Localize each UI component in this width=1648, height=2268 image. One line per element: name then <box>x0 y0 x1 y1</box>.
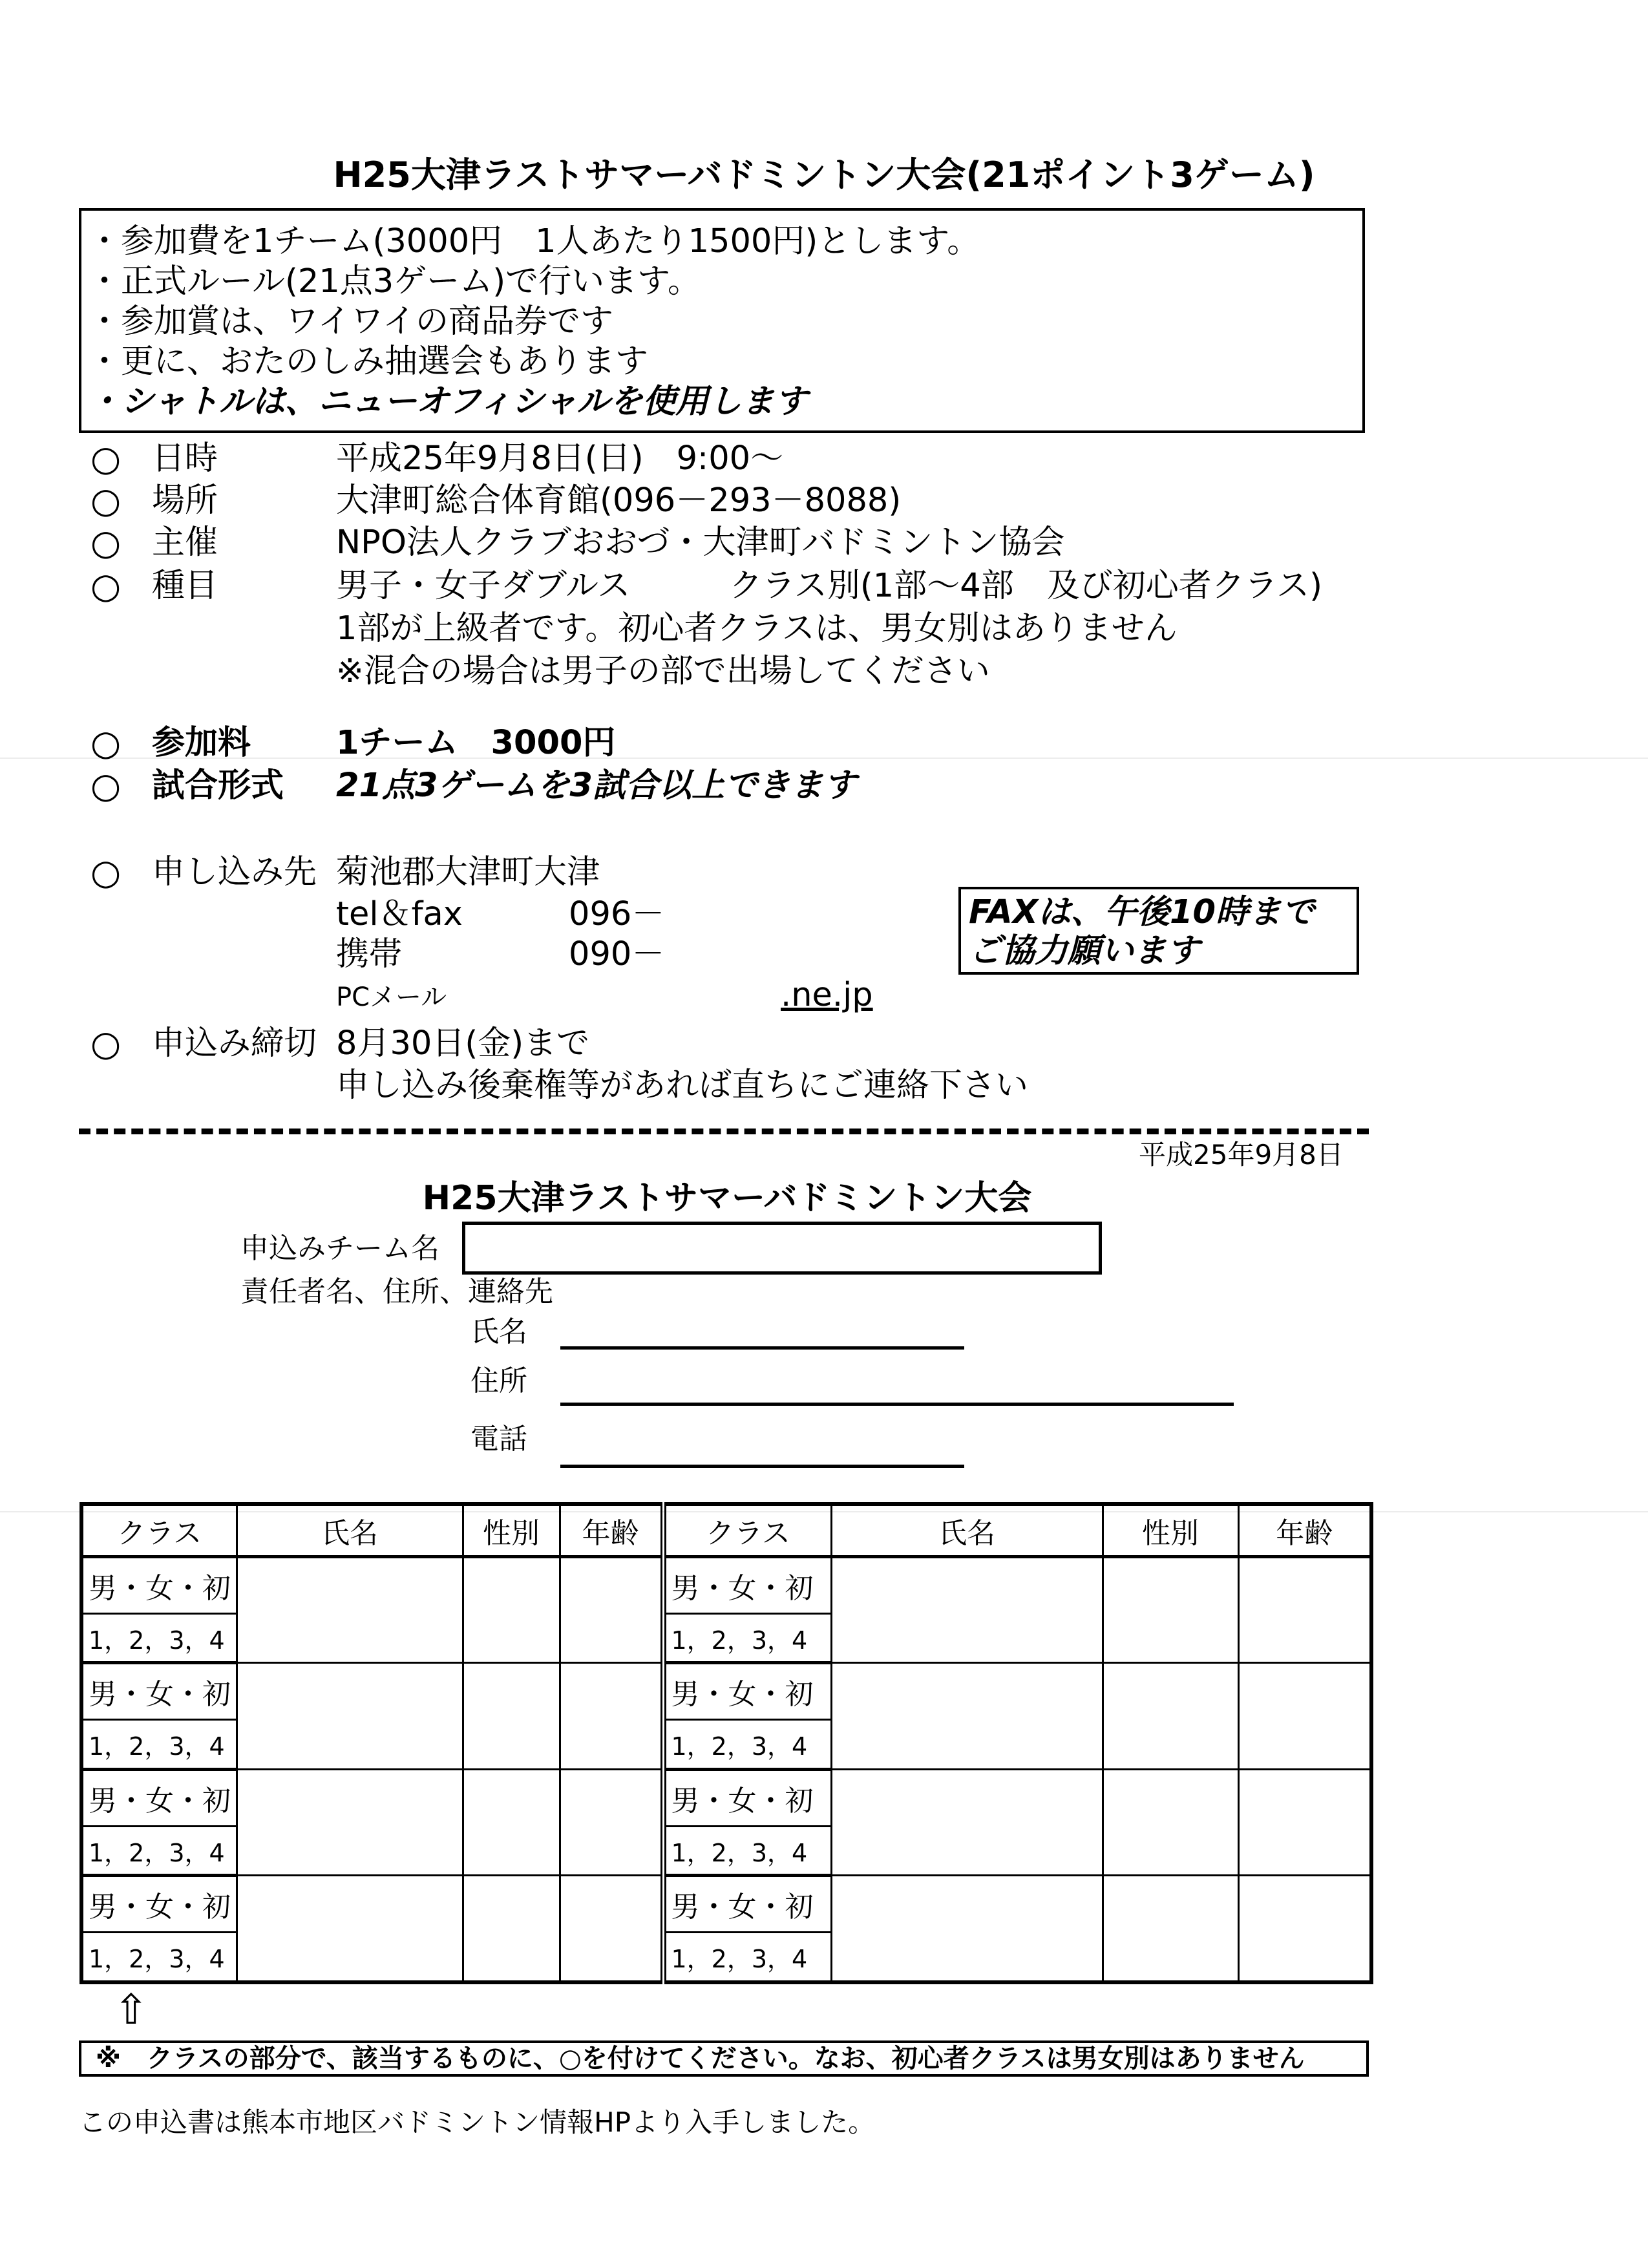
address-field[interactable] <box>560 1403 1234 1406</box>
class-gender-cell[interactable]: 男・女・初 <box>663 1876 831 1933</box>
event-note-mixed: ※混合の場合は男子の部で出場してください <box>336 652 990 690</box>
age-cell[interactable] <box>1238 1663 1371 1769</box>
bullet-circle: ○ <box>90 765 121 806</box>
telfax-label: tel＆fax <box>336 895 463 933</box>
bullet-circle: ○ <box>90 566 121 606</box>
venue-value: 大津町総合体育館(096－293－8088) <box>336 482 902 520</box>
gender-cell[interactable] <box>1103 1663 1238 1769</box>
pcmail-label: PCメール <box>336 982 447 1012</box>
bullet-circle: ○ <box>90 522 121 563</box>
apply-label: 申し込み先 <box>152 853 317 891</box>
name-cell[interactable] <box>831 1663 1103 1769</box>
fax-note-box <box>958 887 1359 975</box>
gender-cell[interactable] <box>463 1663 560 1769</box>
fax-note-line2: ご協力願います <box>969 932 1200 970</box>
class-division-cell[interactable]: 1，2，3，4 <box>663 1933 831 1982</box>
event-value: 男子・女子ダブルス クラス別(1部～4部 及び初心者クラス) <box>336 567 1323 605</box>
pcmail-value: .ne.jp <box>781 976 873 1014</box>
phone-label: 電話 <box>470 1423 527 1456</box>
age-cell[interactable] <box>1238 1876 1371 1982</box>
bullet-circle: ○ <box>90 438 121 479</box>
class-gender-cell[interactable]: 男・女・初 <box>663 1663 831 1720</box>
class-gender-cell[interactable]: 男・女・初 <box>81 1876 237 1933</box>
gender-cell[interactable] <box>463 1769 560 1875</box>
team-name-label: 申込みチーム名 <box>240 1232 439 1265</box>
class-division-cell[interactable]: 1，2，3，4 <box>81 1826 237 1875</box>
notice-rules: ・正式ルール(21点3ゲーム)で行います。 <box>88 262 701 301</box>
format-value: 21点3ゲームを3試合以上できます <box>336 767 856 805</box>
class-division-cell[interactable]: 1，2，3，4 <box>663 1826 831 1875</box>
header-class: クラス <box>81 1504 237 1557</box>
bullet-circle: ○ <box>90 1023 121 1064</box>
organizer-value: NPO法人クラブおおづ・大津町バドミントン協会 <box>336 524 1065 562</box>
datetime-value: 平成25年9月8日(日) 9:00～ <box>336 440 784 478</box>
header-class: クラス <box>663 1504 831 1557</box>
name-cell[interactable] <box>831 1769 1103 1875</box>
contact-label: 責任者名、住所、連絡先 <box>240 1275 553 1308</box>
notice-fee: ・参加費を1チーム(3000円 1人あたり1500円)とします。 <box>88 222 980 260</box>
age-cell[interactable] <box>560 1557 663 1663</box>
form-title: H25大津ラストサマーバドミントン大会 <box>422 1179 1032 1218</box>
class-division-cell[interactable]: 1，2，3，4 <box>81 1933 237 1982</box>
deadline-label: 申込み締切 <box>152 1024 317 1063</box>
team-name-input[interactable] <box>462 1222 1102 1275</box>
fee-label: 参加料 <box>152 724 251 762</box>
notice-shuttle: ・シャトルは、ニューオフィシャルを使用します <box>88 383 808 421</box>
class-gender-cell[interactable]: 男・女・初 <box>81 1557 237 1614</box>
deadline-note: 申し込み後棄権等があれば直ちにご連絡下さい <box>336 1066 1029 1105</box>
name-cell[interactable] <box>237 1769 463 1875</box>
header-gender: 性別 <box>1103 1504 1238 1557</box>
gender-cell[interactable] <box>1103 1876 1238 1982</box>
mobile-label: 携帯 <box>336 935 403 973</box>
event-note-level: 1部が上級者です。初心者クラスは、男女別はありません <box>336 609 1178 648</box>
table-header-row <box>81 1504 1371 1557</box>
class-gender-cell[interactable]: 男・女・初 <box>663 1769 831 1826</box>
class-gender-cell[interactable]: 男・女・初 <box>663 1557 831 1614</box>
deadline-value: 8月30日(金)まで <box>336 1024 590 1063</box>
header-name: 氏名 <box>831 1504 1103 1557</box>
fee-value: 1チーム 3000円 <box>336 724 616 762</box>
header-age: 年齢 <box>560 1504 663 1557</box>
header-name: 氏名 <box>237 1504 463 1557</box>
name-cell[interactable] <box>237 1557 463 1663</box>
table-row <box>81 1876 1371 1933</box>
event-label: 種目 <box>152 567 218 605</box>
bullet-circle: ○ <box>90 723 121 763</box>
class-division-cell[interactable]: 1，2，3，4 <box>81 1614 237 1663</box>
gender-cell[interactable] <box>1103 1557 1238 1663</box>
header-age: 年齢 <box>1238 1504 1371 1557</box>
notice-box <box>79 208 1365 433</box>
class-gender-cell[interactable]: 男・女・初 <box>81 1769 237 1826</box>
telfax-value: 096－ <box>569 895 665 933</box>
bullet-circle: ○ <box>90 480 121 521</box>
table-row <box>81 1557 1371 1614</box>
organizer-label: 主催 <box>152 524 218 562</box>
age-cell[interactable] <box>560 1663 663 1769</box>
class-division-cell[interactable]: 1，2，3，4 <box>81 1720 237 1769</box>
class-division-cell[interactable]: 1，2，3，4 <box>663 1614 831 1663</box>
fax-note-line1: FAXは、午後10時まで <box>969 893 1315 931</box>
class-gender-cell[interactable]: 男・女・初 <box>81 1663 237 1720</box>
apply-address: 菊池郡大津町大津 <box>336 853 600 891</box>
gender-cell[interactable] <box>1103 1769 1238 1875</box>
age-cell[interactable] <box>1238 1769 1371 1875</box>
up-arrow-icon: ⇧ <box>114 1986 149 2034</box>
venue-label: 場所 <box>152 482 218 520</box>
format-label: 試合形式 <box>152 767 284 805</box>
cut-line <box>79 1129 1369 1134</box>
name-cell[interactable] <box>237 1876 463 1982</box>
name-field[interactable] <box>560 1346 964 1350</box>
table-row <box>81 1769 1371 1826</box>
name-cell[interactable] <box>831 1557 1103 1663</box>
page-title: H25大津ラストサマーバドミントン大会(21ポイント3ゲーム) <box>333 154 1315 195</box>
name-label: 氏名 <box>470 1315 527 1348</box>
address-label: 住所 <box>470 1364 527 1397</box>
age-cell[interactable] <box>1238 1557 1371 1663</box>
entry-table <box>79 1502 1373 1984</box>
phone-field[interactable] <box>560 1465 964 1468</box>
instruction-note: ※ クラスの部分で、該当するものに、○を付けてください。なお、初心者クラスは男女別はありません <box>79 2040 1369 2077</box>
datetime-label: 日時 <box>152 440 218 478</box>
form-date: 平成25年9月8日 <box>1139 1139 1344 1171</box>
header-gender: 性別 <box>463 1504 560 1557</box>
notice-prize: ・参加賞は、ワイワイの商品券です <box>88 302 613 341</box>
bullet-circle: ○ <box>90 852 121 893</box>
age-cell[interactable] <box>560 1769 663 1875</box>
notice-lottery: ・更に、おたのしみ抽選会もあります <box>88 343 649 381</box>
age-cell[interactable] <box>560 1876 663 1982</box>
gender-cell[interactable] <box>463 1557 560 1663</box>
table-row <box>81 1663 1371 1720</box>
mobile-value: 090－ <box>569 935 665 973</box>
name-cell[interactable] <box>237 1663 463 1769</box>
class-division-cell[interactable]: 1，2，3，4 <box>663 1720 831 1769</box>
source-footer: この申込書は熊本市地区バドミントン情報HPより入手しました。 <box>79 2106 876 2138</box>
gender-cell[interactable] <box>463 1876 560 1982</box>
name-cell[interactable] <box>831 1876 1103 1982</box>
